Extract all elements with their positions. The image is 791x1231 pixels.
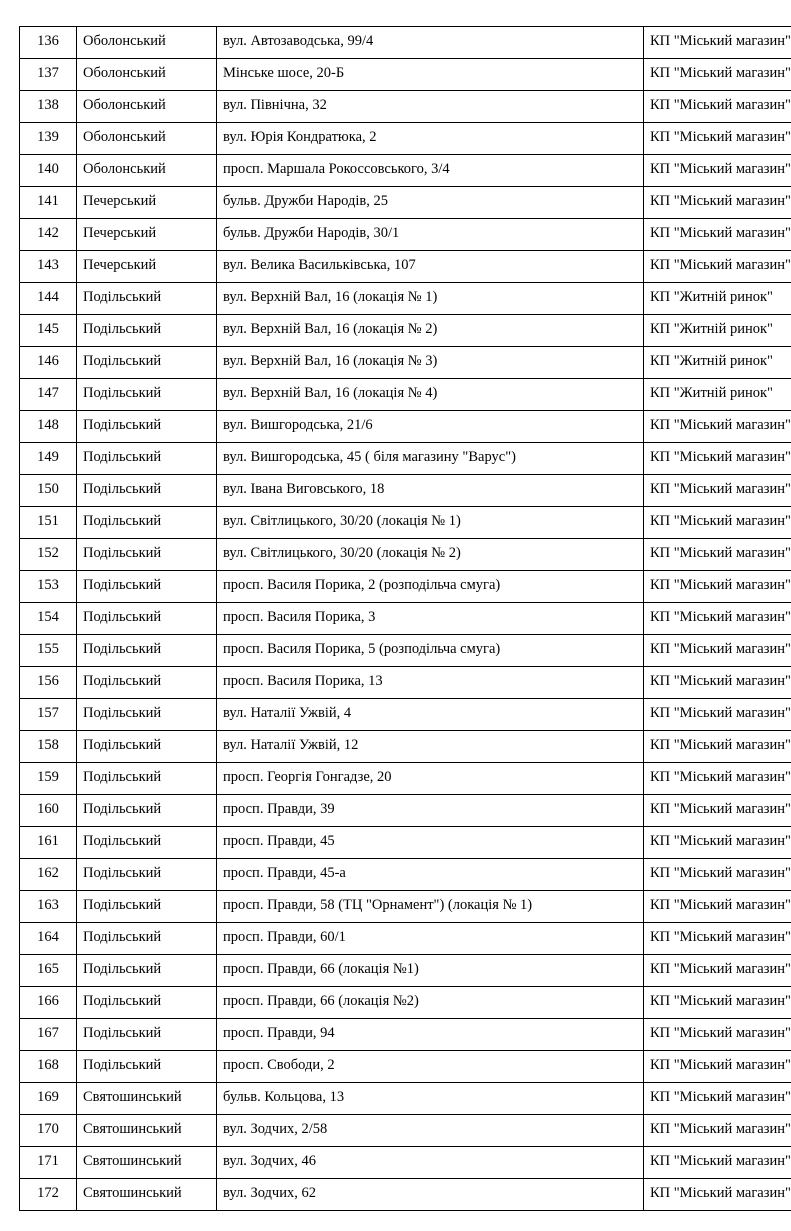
cell-number: 136 <box>20 27 77 59</box>
cell-address: бульв. Кольцова, 13 <box>217 1083 644 1115</box>
cell-operator: КП "Міський магазин" <box>644 443 791 475</box>
cell-operator: КП "Міський магазин" <box>644 827 791 859</box>
cell-operator: КП "Міський магазин" <box>644 27 791 59</box>
cell-district: Подільський <box>77 667 217 699</box>
cell-number: 168 <box>20 1051 77 1083</box>
cell-operator: КП "Міський магазин" <box>644 475 791 507</box>
locations-table <box>19 26 791 1211</box>
table-row <box>20 763 791 795</box>
cell-number: 149 <box>20 443 77 475</box>
cell-district: Святошинський <box>77 1115 217 1147</box>
cell-address: просп. Правди, 66 (локація №1) <box>217 955 644 987</box>
table-row <box>20 795 791 827</box>
cell-operator: КП "Міський магазин" <box>644 955 791 987</box>
cell-number: 140 <box>20 155 77 187</box>
table-row <box>20 603 791 635</box>
cell-address: вул. Світлицького, 30/20 (локація № 2) <box>217 539 644 571</box>
table-body <box>20 27 791 1211</box>
cell-number: 155 <box>20 635 77 667</box>
table-row <box>20 859 791 891</box>
cell-district: Оболонський <box>77 91 217 123</box>
cell-district: Печерський <box>77 187 217 219</box>
cell-number: 138 <box>20 91 77 123</box>
cell-number: 162 <box>20 859 77 891</box>
cell-operator: КП "Житній ринок" <box>644 347 791 379</box>
cell-district: Святошинський <box>77 1083 217 1115</box>
cell-address: вул. Зодчих, 2/58 <box>217 1115 644 1147</box>
cell-number: 161 <box>20 827 77 859</box>
table-row <box>20 1147 791 1179</box>
table-row <box>20 155 791 187</box>
cell-district: Подільський <box>77 315 217 347</box>
cell-operator: КП "Міський магазин" <box>644 603 791 635</box>
cell-district: Подільський <box>77 987 217 1019</box>
cell-operator: КП "Міський магазин" <box>644 251 791 283</box>
cell-address: вул. Зодчих, 62 <box>217 1179 644 1211</box>
cell-operator: КП "Міський магазин" <box>644 155 791 187</box>
table-row <box>20 987 791 1019</box>
table-row <box>20 1051 791 1083</box>
cell-number: 159 <box>20 763 77 795</box>
cell-address: вул. Верхній Вал, 16 (локація № 1) <box>217 283 644 315</box>
cell-address: вул. Вишгородська, 45 ( біля магазину "Варус") <box>217 443 644 475</box>
cell-district: Подільський <box>77 475 217 507</box>
table-row <box>20 1019 791 1051</box>
cell-address: просп. Василя Порика, 3 <box>217 603 644 635</box>
cell-district: Подільський <box>77 699 217 731</box>
cell-operator: КП "Міський магазин" <box>644 763 791 795</box>
cell-address: просп. Правди, 94 <box>217 1019 644 1051</box>
cell-address: просп. Правди, 60/1 <box>217 923 644 955</box>
cell-address: вул. Юрія Кондратюка, 2 <box>217 123 644 155</box>
cell-operator: КП "Міський магазин" <box>644 91 791 123</box>
cell-operator: КП "Міський магазин" <box>644 923 791 955</box>
cell-number: 151 <box>20 507 77 539</box>
cell-operator: КП "Міський магазин" <box>644 795 791 827</box>
cell-district: Подільський <box>77 283 217 315</box>
table-row <box>20 91 791 123</box>
table-row <box>20 251 791 283</box>
cell-district: Подільський <box>77 603 217 635</box>
cell-address: вул. Івана Виговського, 18 <box>217 475 644 507</box>
cell-number: 158 <box>20 731 77 763</box>
cell-district: Подільський <box>77 731 217 763</box>
cell-operator: КП "Міський магазин" <box>644 891 791 923</box>
table-row <box>20 1083 791 1115</box>
cell-district: Подільський <box>77 1019 217 1051</box>
cell-operator: КП "Міський магазин" <box>644 1019 791 1051</box>
cell-address: просп. Василя Порика, 5 (розподільча смуга) <box>217 635 644 667</box>
table-row <box>20 443 791 475</box>
table-row <box>20 27 791 59</box>
cell-number: 147 <box>20 379 77 411</box>
cell-district: Оболонський <box>77 59 217 91</box>
cell-district: Подільський <box>77 379 217 411</box>
cell-address: просп. Правди, 45 <box>217 827 644 859</box>
cell-district: Подільський <box>77 539 217 571</box>
table-row <box>20 315 791 347</box>
table-row <box>20 667 791 699</box>
cell-address: просп. Маршала Рокоссовського, 3/4 <box>217 155 644 187</box>
table-row <box>20 699 791 731</box>
cell-district: Подільський <box>77 507 217 539</box>
cell-address: вул. Наталії Ужвій, 12 <box>217 731 644 763</box>
cell-number: 165 <box>20 955 77 987</box>
cell-number: 156 <box>20 667 77 699</box>
cell-address: просп. Свободи, 2 <box>217 1051 644 1083</box>
cell-number: 157 <box>20 699 77 731</box>
cell-district: Подільський <box>77 923 217 955</box>
cell-district: Подільський <box>77 955 217 987</box>
table-row <box>20 411 791 443</box>
table-row <box>20 187 791 219</box>
cell-operator: КП "Міський магазин" <box>644 699 791 731</box>
cell-district: Подільський <box>77 859 217 891</box>
cell-operator: КП "Міський магазин" <box>644 1147 791 1179</box>
cell-number: 146 <box>20 347 77 379</box>
cell-address: вул. Північна, 32 <box>217 91 644 123</box>
cell-operator: КП "Міський магазин" <box>644 571 791 603</box>
cell-address: бульв. Дружби Народів, 30/1 <box>217 219 644 251</box>
table-row <box>20 507 791 539</box>
cell-address: просп. Правди, 39 <box>217 795 644 827</box>
cell-operator: КП "Житній ринок" <box>644 283 791 315</box>
cell-operator: КП "Міський магазин" <box>644 987 791 1019</box>
cell-district: Подільський <box>77 795 217 827</box>
table-row <box>20 923 791 955</box>
cell-address: просп. Правди, 66 (локація №2) <box>217 987 644 1019</box>
table-row <box>20 59 791 91</box>
table-row <box>20 635 791 667</box>
table-row <box>20 891 791 923</box>
cell-number: 171 <box>20 1147 77 1179</box>
cell-operator: КП "Міський магазин" <box>644 411 791 443</box>
cell-operator: КП "Міський магазин" <box>644 507 791 539</box>
table-row <box>20 1179 791 1211</box>
cell-number: 154 <box>20 603 77 635</box>
cell-number: 141 <box>20 187 77 219</box>
cell-operator: КП "Міський магазин" <box>644 731 791 763</box>
cell-address: просп. Правди, 58 (ТЦ "Орнамент") (локація № 1) <box>217 891 644 923</box>
cell-district: Подільський <box>77 347 217 379</box>
cell-district: Подільський <box>77 411 217 443</box>
cell-operator: КП "Міський магазин" <box>644 59 791 91</box>
cell-district: Святошинський <box>77 1147 217 1179</box>
cell-address: вул. Верхній Вал, 16 (локація № 3) <box>217 347 644 379</box>
cell-district: Оболонський <box>77 123 217 155</box>
cell-address: Мінське шосе, 20-Б <box>217 59 644 91</box>
table-row <box>20 1115 791 1147</box>
cell-district: Печерський <box>77 219 217 251</box>
cell-number: 166 <box>20 987 77 1019</box>
table-row <box>20 219 791 251</box>
table-row <box>20 539 791 571</box>
cell-operator: КП "Міський магазин" <box>644 1179 791 1211</box>
cell-district: Оболонський <box>77 27 217 59</box>
cell-number: 148 <box>20 411 77 443</box>
cell-address: вул. Верхній Вал, 16 (локація № 4) <box>217 379 644 411</box>
table-row <box>20 955 791 987</box>
cell-number: 145 <box>20 315 77 347</box>
cell-address: вул. Вишгородська, 21/6 <box>217 411 644 443</box>
table-row <box>20 283 791 315</box>
cell-address: просп. Василя Порика, 2 (розподільча смуга) <box>217 571 644 603</box>
cell-address: вул. Наталії Ужвій, 4 <box>217 699 644 731</box>
cell-number: 142 <box>20 219 77 251</box>
cell-number: 164 <box>20 923 77 955</box>
cell-operator: КП "Міський магазин" <box>644 635 791 667</box>
cell-number: 170 <box>20 1115 77 1147</box>
table-row <box>20 475 791 507</box>
cell-operator: КП "Міський магазин" <box>644 219 791 251</box>
cell-district: Подільський <box>77 635 217 667</box>
cell-district: Подільський <box>77 1051 217 1083</box>
cell-address: бульв. Дружби Народів, 25 <box>217 187 644 219</box>
cell-operator: КП "Міський магазин" <box>644 1083 791 1115</box>
cell-number: 167 <box>20 1019 77 1051</box>
cell-number: 153 <box>20 571 77 603</box>
cell-district: Подільський <box>77 763 217 795</box>
cell-operator: КП "Міський магазин" <box>644 1051 791 1083</box>
cell-address: просп. Георгія Гонгадзе, 20 <box>217 763 644 795</box>
cell-number: 137 <box>20 59 77 91</box>
cell-operator: КП "Міський магазин" <box>644 859 791 891</box>
cell-number: 160 <box>20 795 77 827</box>
cell-number: 139 <box>20 123 77 155</box>
cell-operator: КП "Міський магазин" <box>644 123 791 155</box>
cell-district: Подільський <box>77 443 217 475</box>
cell-operator: КП "Міський магазин" <box>644 539 791 571</box>
cell-district: Печерський <box>77 251 217 283</box>
cell-number: 169 <box>20 1083 77 1115</box>
cell-number: 152 <box>20 539 77 571</box>
table-row <box>20 123 791 155</box>
cell-district: Подільський <box>77 571 217 603</box>
cell-number: 144 <box>20 283 77 315</box>
cell-operator: КП "Житній ринок" <box>644 315 791 347</box>
cell-district: Оболонський <box>77 155 217 187</box>
cell-operator: КП "Міський магазин" <box>644 1115 791 1147</box>
cell-number: 150 <box>20 475 77 507</box>
cell-address: вул. Верхній Вал, 16 (локація № 2) <box>217 315 644 347</box>
table-row <box>20 379 791 411</box>
cell-number: 143 <box>20 251 77 283</box>
table-row <box>20 571 791 603</box>
cell-address: просп. Василя Порика, 13 <box>217 667 644 699</box>
cell-operator: КП "Міський магазин" <box>644 187 791 219</box>
table-row <box>20 731 791 763</box>
table-row <box>20 347 791 379</box>
cell-district: Подільський <box>77 827 217 859</box>
cell-address: вул. Зодчих, 46 <box>217 1147 644 1179</box>
cell-address: просп. Правди, 45-а <box>217 859 644 891</box>
cell-address: вул. Велика Васильківська, 107 <box>217 251 644 283</box>
cell-number: 163 <box>20 891 77 923</box>
cell-district: Святошинський <box>77 1179 217 1211</box>
cell-operator: КП "Житній ринок" <box>644 379 791 411</box>
cell-district: Подільський <box>77 891 217 923</box>
table-row <box>20 827 791 859</box>
cell-number: 172 <box>20 1179 77 1211</box>
cell-address: вул. Світлицького, 30/20 (локація № 1) <box>217 507 644 539</box>
cell-address: вул. Автозаводська, 99/4 <box>217 27 644 59</box>
cell-operator: КП "Міський магазин" <box>644 667 791 699</box>
